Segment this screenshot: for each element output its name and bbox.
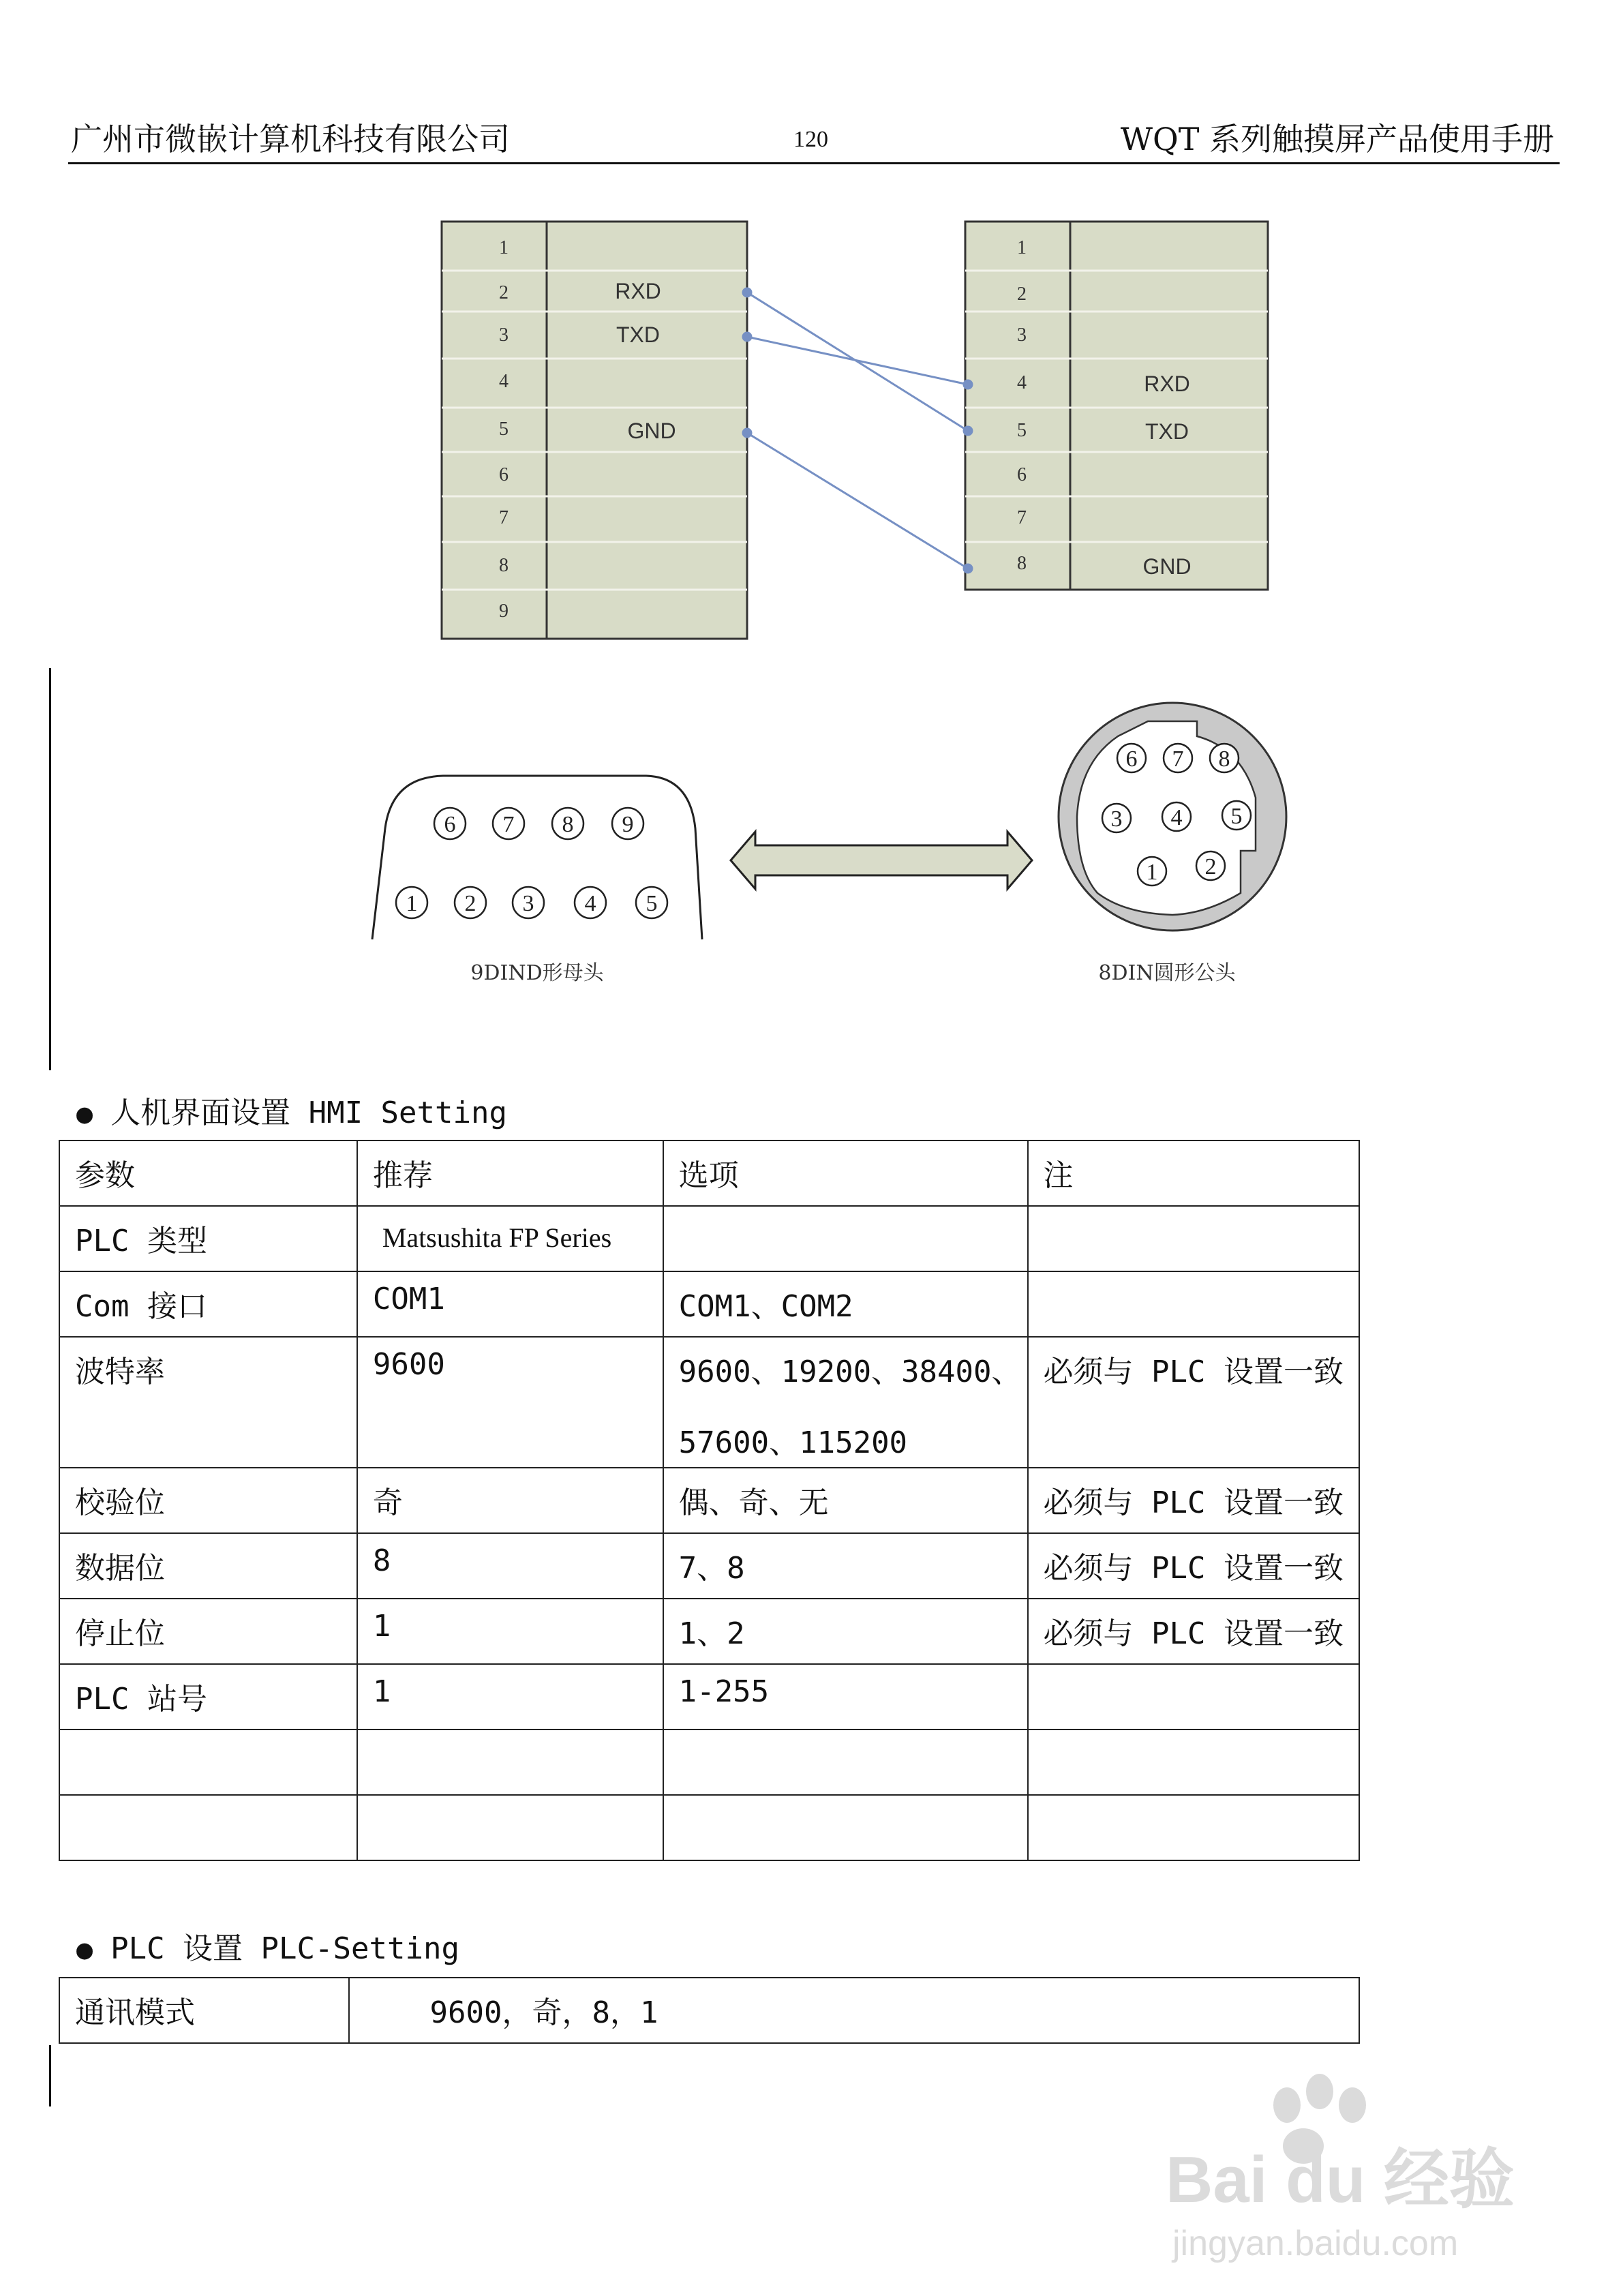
table-row	[59, 1468, 1359, 1533]
pin-number: 6	[1017, 464, 1027, 485]
recommended-cell: Matsushita FP Series	[357, 1206, 663, 1271]
option-cell	[663, 1206, 1028, 1271]
param-cell: Com 接口	[59, 1271, 357, 1337]
left-pin-numbers	[499, 237, 509, 622]
pin-number: 7	[499, 507, 509, 528]
pin-number: 5	[499, 419, 509, 440]
din-pin-label: 7	[1172, 746, 1184, 772]
din-pin-label: 8	[1218, 746, 1230, 772]
option-line: 57600、115200	[678, 1425, 908, 1460]
option-cell: 1-255	[663, 1664, 1028, 1729]
din-pin-label: 4	[1170, 805, 1183, 830]
recommended-cell: 9600	[357, 1337, 663, 1468]
header-cell: 选项	[663, 1141, 1028, 1206]
db9-pin-label: 3	[522, 891, 534, 916]
db9-pin-label: 7	[502, 812, 515, 837]
table-row	[59, 1337, 1359, 1468]
recommended-cell: 奇	[357, 1468, 663, 1533]
din-caption: 8DIN圆形公头	[1098, 961, 1236, 985]
db9-pin-label: 9	[622, 812, 634, 837]
signal-label: GND	[1142, 554, 1192, 579]
param-cell: 停止位	[59, 1599, 357, 1664]
db9-pin-label: 4	[584, 891, 596, 916]
left-pin-table	[442, 222, 747, 639]
header-cell: 参数	[59, 1141, 357, 1206]
pin-number: 2	[499, 282, 509, 303]
recommended-cell: 8	[357, 1533, 663, 1599]
option-cell: 偶、奇、无	[663, 1468, 1028, 1533]
pin-number: 8	[499, 555, 509, 576]
margin-change-bar	[49, 2045, 51, 2106]
signal-label: RXD	[1144, 372, 1190, 396]
note-cell: 必须与 PLC 设置一致	[1028, 1337, 1359, 1468]
page-number: 120	[793, 127, 828, 152]
wiring-diagram	[0, 0, 1623, 1023]
header-cell: 推荐	[357, 1141, 663, 1206]
plc-settings-table	[59, 1977, 1360, 2044]
hmi-settings-table	[59, 1140, 1360, 1861]
db9-caption: 9DIND形母头	[470, 961, 604, 985]
note-cell	[1028, 1271, 1359, 1337]
pin-number: 3	[499, 324, 509, 346]
bullet-icon: ●	[76, 1934, 93, 1965]
db9-pin-label: 8	[562, 812, 574, 837]
recommended-cell: 1	[357, 1599, 663, 1664]
pin-number: 7	[1017, 507, 1027, 528]
db9-pin-label: 1	[406, 891, 418, 916]
value-cell: 9600，奇，8，1	[349, 1978, 1359, 2043]
double-arrow-icon	[731, 832, 1032, 889]
pin-number: 9	[499, 601, 509, 622]
wire-gnd-gnd	[747, 433, 968, 569]
note-cell	[1028, 1664, 1359, 1729]
manual-title: WQT 系列触摸屏产品使用手册	[1120, 121, 1554, 157]
pin-number: 1	[499, 237, 509, 258]
header-cell: 注	[1028, 1141, 1359, 1206]
note-cell	[1028, 1206, 1359, 1271]
param-cell: 波特率	[59, 1337, 357, 1468]
table-row	[59, 1978, 1359, 2043]
signal-label: RXD	[615, 279, 661, 303]
db9-female-connector	[372, 776, 702, 985]
bullet-icon: ●	[76, 1098, 93, 1130]
db9-pin-label: 6	[444, 812, 456, 837]
note-cell: 必须与 PLC 设置一致	[1028, 1599, 1359, 1664]
din8-male-connector	[1059, 703, 1286, 985]
wire-txd-rxd	[747, 337, 968, 384]
din-pin-label: 5	[1230, 804, 1243, 829]
pin-number: 5	[1017, 420, 1027, 441]
baidu-watermark	[1152, 2066, 1561, 2270]
param-cell: PLC 类型	[59, 1206, 357, 1271]
param-cell: PLC 站号	[59, 1664, 357, 1729]
hmi-section-title: ● 人机界面设置 HMI Setting	[76, 1096, 507, 1130]
pin-number: 2	[1017, 284, 1027, 305]
option-cell: COM1、COM2	[663, 1271, 1028, 1337]
param-cell: 通讯模式	[59, 1978, 349, 2043]
note-cell: 必须与 PLC 设置一致	[1028, 1468, 1359, 1533]
plc-section-title: ● PLC 设置 PLC-Setting	[76, 1931, 459, 1966]
din-pin-label: 3	[1110, 806, 1123, 832]
table-row-empty	[59, 1795, 1359, 1860]
option-line: 9600、19200、38400、	[678, 1355, 1022, 1389]
table-row	[59, 1664, 1359, 1729]
watermark-url: jingyan.baidu.com	[1172, 2224, 1459, 2263]
pin-number: 4	[499, 371, 509, 392]
table-row	[59, 1206, 1359, 1271]
signal-label: TXD	[1145, 419, 1189, 444]
watermark-brand: Bai du 经验	[1166, 2143, 1515, 2216]
wires	[743, 288, 972, 573]
table-header-row	[59, 1141, 1359, 1206]
pin-number: 3	[1017, 324, 1027, 346]
param-cell: 校验位	[59, 1468, 357, 1533]
option-cell: 1、2	[663, 1599, 1028, 1664]
recommended-cell: 1	[357, 1664, 663, 1729]
table-row	[59, 1533, 1359, 1599]
pin-number: 6	[499, 464, 509, 485]
signal-label: TXD	[616, 322, 660, 347]
right-pin-table	[965, 222, 1268, 590]
company-name: 广州市微嵌计算机科技有限公司	[71, 121, 510, 157]
option-cell: 7、8	[663, 1533, 1028, 1599]
option-cell	[663, 1337, 1028, 1468]
pin-number: 1	[1017, 237, 1027, 258]
signal-label: GND	[627, 419, 676, 443]
db9-pin-label: 5	[646, 891, 658, 916]
table-row-empty	[59, 1729, 1359, 1795]
db9-pin-label: 2	[464, 891, 476, 916]
param-cell: 数据位	[59, 1533, 357, 1599]
table-row	[59, 1599, 1359, 1664]
note-cell: 必须与 PLC 设置一致	[1028, 1533, 1359, 1599]
recommended-cell: COM1	[357, 1271, 663, 1337]
din-pin-label: 2	[1204, 854, 1217, 879]
pin-number: 8	[1017, 553, 1027, 574]
table-row	[59, 1271, 1359, 1337]
din-pin-label: 6	[1125, 746, 1138, 772]
pin-number: 4	[1017, 372, 1027, 393]
din-pin-label: 1	[1146, 860, 1158, 885]
